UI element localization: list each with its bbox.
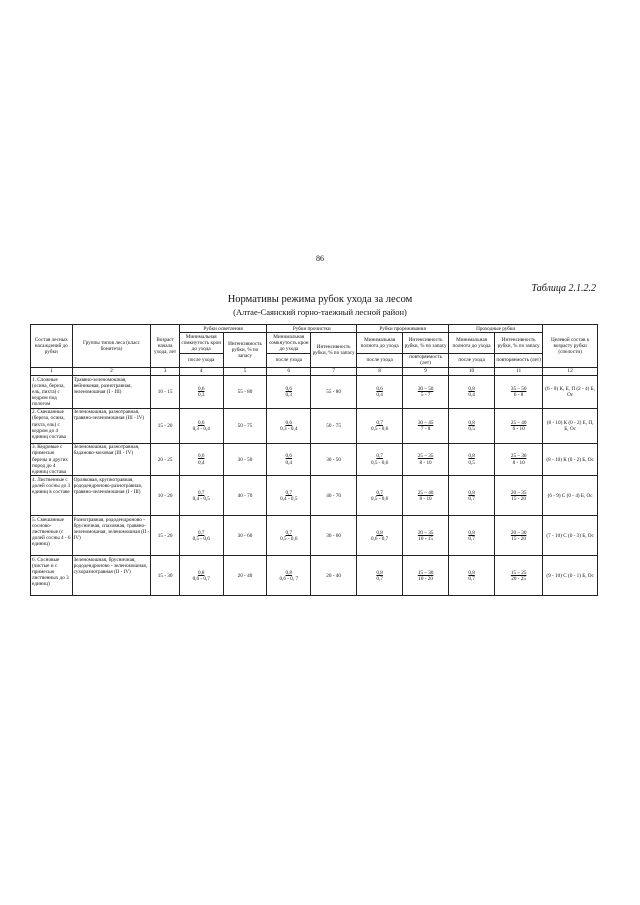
fraction-denominator: 0,4 (468, 391, 475, 398)
fraction-denominator: 10 - 20 (418, 575, 433, 582)
fraction-denominator: 0,5 - 0,6 (370, 425, 389, 432)
fraction-value (198, 453, 204, 465)
fraction-numerator: 0,8 (468, 419, 475, 426)
cell-prohod-intensity (495, 443, 543, 476)
fraction-value (511, 570, 527, 582)
fraction-value (286, 453, 292, 465)
cell-prohod-density (449, 408, 495, 443)
cell-proch-intensity: 30 - 60 (311, 516, 357, 556)
cell-stand: 5. Смешанные сосново-лиственные (с долей сосны 4 - 6 единиц) (31, 516, 73, 556)
fraction-denominator: 10 - 15 (418, 535, 433, 542)
cell-prohod-intensity (495, 516, 543, 556)
cell-osv-closure (179, 516, 223, 556)
fraction-denominator: 0,7 (468, 535, 475, 542)
fraction-denominator: 0,3 - 0,4 (192, 425, 210, 432)
header-prohod-int: Интенсивность рубки, % по запасу (495, 333, 543, 353)
fraction-denominator: 0,6 - 0, 7 (279, 575, 299, 582)
cell-stand: 2. Смешанные (береза, осина, пихта, ель) с кедром до 4 единиц состава (31, 408, 73, 443)
fraction-value (371, 530, 388, 542)
fraction-denominator: 15 - 20 (511, 495, 526, 502)
cell-proch-closure (267, 516, 311, 556)
fraction-value (418, 530, 434, 542)
fraction-numerator: 25 – 30 (510, 453, 527, 460)
column-number: 8 (357, 367, 403, 375)
fraction-value (468, 490, 474, 502)
fraction-numerator: 30 – 50 (417, 385, 434, 392)
cell-prohod-density (449, 556, 495, 596)
fraction-denominator: 8 - 10 (419, 495, 432, 502)
fraction-denominator: 0,3 (285, 391, 293, 398)
fraction-numerator: 0,6 (376, 385, 383, 392)
fraction-denominator: 6 - 10 (512, 425, 525, 432)
cell-prohod-intensity (495, 376, 543, 409)
header-prorezh-min: Минимальная полнота до ухода (357, 333, 403, 353)
cell-prohod-density (449, 516, 495, 556)
cell-osv-intensity: 20 - 40 (223, 556, 267, 596)
header-osv-int: Интенсивность рубки, % по запасу (223, 333, 267, 368)
cell-osv-intensity: 40 - 70 (223, 476, 267, 516)
fraction-denominator: 0,5 - 0,6 (370, 459, 389, 466)
fraction-numerator: 0,6 (285, 419, 293, 426)
cell-prohod-density (449, 376, 495, 409)
fraction-value (371, 420, 388, 432)
fraction-denominator: 5 - 7 (420, 391, 431, 398)
cell-proch-intensity: 20 - 40 (311, 556, 357, 596)
fraction-numerator: 0,8 (376, 569, 383, 576)
cell-age: 20 - 25 (151, 443, 179, 476)
fraction-denominator: 0,7 (468, 495, 475, 502)
header-prohod-min: Минимальная полнота до ухода (449, 333, 495, 353)
cell-stand: 1. Сложные (осина, береза, ель, пихта) с кедром под пологом (31, 376, 73, 409)
fraction-value (193, 490, 210, 502)
cell-osv-intensity: 55 - 80 (223, 376, 267, 409)
fraction-value (376, 386, 382, 398)
fraction-numerator: 25 – 40 (417, 489, 434, 496)
fraction-value (198, 386, 204, 398)
header-stand: Состав лесных насаждений до рубки (31, 325, 73, 368)
header-proch-int: Интенсивность рубки, % по запасу (311, 333, 357, 368)
cell-prorezh-density (357, 476, 403, 516)
fraction-value (280, 490, 297, 502)
fraction-denominator: 8 - 10 (419, 459, 432, 466)
fraction-value (511, 453, 527, 465)
fraction-numerator: 0,7 (376, 453, 383, 460)
fraction-value (279, 570, 298, 582)
fraction-numerator: 0,8 (376, 529, 383, 536)
cell-age: 15 - 20 (151, 516, 179, 556)
fraction-numerator: 0,6 (285, 453, 293, 460)
column-number: 6 (267, 367, 311, 375)
fraction-value (280, 530, 297, 542)
column-number: 1 (31, 367, 73, 375)
header-proch-min: Минимальная сомкнутость крон до ухода (267, 333, 311, 353)
fraction-numerator: 30 – 45 (417, 419, 434, 426)
fraction-value (286, 386, 292, 398)
cell-osv-closure (179, 476, 223, 516)
fraction-value (511, 386, 527, 398)
cell-proch-closure (267, 443, 311, 476)
header-group-osv: Рубки осветления (179, 325, 267, 333)
page-number: 86 (316, 254, 324, 263)
fraction-numerator: 0,8 (197, 569, 205, 576)
column-number: 12 (543, 367, 598, 375)
cell-prohod-intensity (495, 556, 543, 596)
fraction-numerator: 0,8 (468, 385, 475, 392)
cell-osv-closure (179, 376, 223, 409)
fraction-denominator: 8 - 10 (512, 459, 525, 466)
fraction-numerator: 0,8 (285, 569, 292, 576)
table-row (31, 408, 598, 443)
fraction-denominator: 0,6 - 0,7 (370, 535, 389, 542)
cell-target: (9 - 10) С (0 - 1) Б, Ос (543, 556, 598, 596)
fraction-value (193, 420, 210, 432)
column-number: 10 (449, 367, 495, 375)
cell-prorezh-intensity (403, 516, 449, 556)
fraction-value (371, 490, 388, 502)
column-number: 4 (179, 367, 223, 375)
fraction-value (193, 530, 210, 542)
fraction-denominator: 15 - 20 (511, 535, 526, 542)
page-title: Нормативы режима рубок ухода за лесом (227, 294, 413, 305)
fraction-denominator: 0,5 - 0,6 (370, 495, 389, 502)
fraction-numerator: 0,7 (376, 419, 383, 426)
table-label: Таблица 2.1.2.2 (531, 283, 596, 294)
header-prorezh-int: Интенсивность рубки, % по запасу (403, 333, 449, 353)
fraction-value (280, 420, 297, 432)
cell-prorezh-density (357, 408, 403, 443)
fraction-value (468, 453, 474, 465)
fraction-numerator: 35 – 50 (510, 385, 527, 392)
fraction-numerator: 20 – 30 (510, 529, 527, 536)
header-prohod-rep: повторяемость (лет) (495, 353, 543, 367)
norms-table (30, 324, 598, 596)
fraction-numerator: 0,7 (197, 529, 205, 536)
fraction-numerator: 0,6 (197, 385, 205, 392)
fraction-denominator: 0,4 (376, 391, 383, 398)
header-osv-after: после ухода (179, 353, 223, 367)
fraction-value (418, 386, 434, 398)
cell-stand: 6. Сосновые (чистые и с примесью лиственных до 3 единиц) (31, 556, 73, 596)
fraction-value (511, 530, 527, 542)
fraction-numerator: 0,8 (468, 453, 475, 460)
fraction-denominator: 0,7 (376, 575, 383, 582)
column-number: 2 (72, 367, 151, 375)
cell-groups: Орляковая, крупнотравная, рододендроново-разнотравная, травяно-зеленомошная (I - III) (72, 476, 151, 516)
fraction-denominator: 0,6 - 0,7 (192, 575, 210, 582)
header-target: Целевой состав к возрасту рубки (спелости) (543, 325, 598, 368)
table-row (31, 443, 598, 476)
header-row-1 (31, 325, 598, 333)
cell-prorezh-intensity (403, 408, 449, 443)
fraction-denominator: 0,7 (468, 575, 475, 582)
cell-proch-closure (267, 476, 311, 516)
cell-prorezh-intensity (403, 556, 449, 596)
cell-proch-closure (267, 376, 311, 409)
header-groups: Группы типов леса (класс бонитета) (72, 325, 151, 368)
fraction-numerator: 15 – 30 (417, 569, 434, 576)
fraction-value (418, 453, 434, 465)
fraction-numerator: 20 – 35 (417, 529, 434, 536)
fraction-denominator: 0,3 (197, 391, 205, 398)
cell-prorezh-density (357, 443, 403, 476)
header-osv-min: Минимальная сомкнутость крон до ухода (179, 333, 223, 353)
cell-proch-intensity: 30 - 50 (311, 443, 357, 476)
column-number-row (31, 367, 598, 375)
fraction-numerator: 15 – 25 (510, 569, 527, 576)
header-group-prohod: Проходные рубки (449, 325, 543, 333)
cell-proch-intensity: 40 - 70 (311, 476, 357, 516)
cell-prorezh-density (357, 376, 403, 409)
cell-groups: Разнотравная, рододендроново - брусничная, спаховная, травяно-зеленомошная, зеленомошная (II - IV) (72, 516, 151, 556)
fraction-numerator: 25 – 35 (417, 453, 434, 460)
cell-prorezh-density (357, 516, 403, 556)
cell-osv-intensity: 30 - 60 (223, 516, 267, 556)
fraction-value (468, 420, 474, 432)
cell-prorezh-density (357, 556, 403, 596)
table-body (31, 376, 598, 596)
header-group-proch: Рубки прочистки (267, 325, 357, 333)
fraction-denominator: 6 - 8 (513, 391, 524, 398)
fraction-value (371, 453, 388, 465)
fraction-numerator: 0,6 (285, 385, 293, 392)
fraction-value (468, 570, 474, 582)
table-row (31, 376, 598, 409)
fraction-denominator: 0,5 (468, 425, 475, 432)
fraction-numerator: 0,7 (376, 489, 383, 496)
fraction-denominator: 0,5 (468, 459, 475, 466)
cell-proch-intensity: 50 - 75 (311, 408, 357, 443)
cell-prorezh-intensity (403, 376, 449, 409)
fraction-denominator: 20 - 25 (511, 575, 526, 582)
cell-prohod-density (449, 443, 495, 476)
fraction-numerator: 0,7 (285, 489, 293, 496)
cell-proch-closure (267, 408, 311, 443)
fraction-value (468, 386, 474, 398)
fraction-value (376, 570, 382, 582)
cell-proch-intensity: 55 - 80 (311, 376, 357, 409)
cell-age: 10 - 15 (151, 376, 179, 409)
cell-osv-intensity: 30 - 50 (223, 443, 267, 476)
header-proch-after: после ухода (267, 353, 311, 367)
fraction-numerator: 0,6 (197, 453, 205, 460)
cell-target: (6 - 8) К, Е, П (2 - 4) Б, Ос (543, 376, 598, 409)
cell-groups: Зеленомошная, разнотравная, травяно-зеленомошная (III - IV) (72, 408, 151, 443)
header-prorezh-rep: повторяемость (лет) (403, 353, 449, 367)
fraction-value (418, 420, 434, 432)
header-age: Возраст начала ухода, лет (151, 325, 179, 368)
cell-target: (7 - 10) С (0 - 3) Б, Ос (543, 516, 598, 556)
fraction-denominator: 0,4 - 0,5 (280, 495, 298, 502)
cell-osv-closure (179, 556, 223, 596)
cell-prorezh-intensity (403, 476, 449, 516)
fraction-numerator: 0,8 (468, 529, 475, 536)
cell-stand: 3. Кедровые с примесью березы и других пород до 4 единиц состава (31, 443, 73, 476)
fraction-value (511, 490, 527, 502)
fraction-denominator: 0,5 - 0,6 (280, 535, 298, 542)
fraction-numerator: 0,7 (285, 529, 293, 536)
column-number: 9 (403, 367, 449, 375)
cell-prohod-density (449, 476, 495, 516)
cell-groups: Зеленомошная, разнотравная, баданово-моховая (III - IV) (72, 443, 151, 476)
fraction-value (468, 530, 474, 542)
fraction-denominator: 0,4 (285, 459, 293, 466)
column-number: 3 (151, 367, 179, 375)
fraction-denominator: 0,3 - 0,4 (280, 425, 298, 432)
header-prohod-after: после ухода (449, 353, 495, 367)
cell-prohod-intensity (495, 408, 543, 443)
column-number: 11 (495, 367, 543, 375)
column-number: 7 (311, 367, 357, 375)
cell-target: (8 - 10) К (0 - 2) Б, Ос (543, 443, 598, 476)
table-row (31, 476, 598, 516)
cell-groups: Зеленомошная, брусничная, рододендроново - зеленомошная, сухоразнотравная (II - IV) (72, 556, 151, 596)
cell-osv-closure (179, 408, 223, 443)
cell-stand: 4. Лиственные с долей сосны до 3 единиц в составе (31, 476, 73, 516)
fraction-numerator: 0,8 (468, 569, 475, 576)
table-row (31, 556, 598, 596)
fraction-value (193, 570, 210, 582)
fraction-numerator: 25 – 40 (510, 419, 527, 426)
cell-groups: Травяно-зеленомошная, вейниковая, разнотравная, зеленомошная (I - III) (72, 376, 151, 409)
fraction-denominator: 7 - 8 (420, 425, 431, 432)
fraction-denominator: 0,5 - 0,6 (192, 535, 210, 542)
cell-prorezh-intensity (403, 443, 449, 476)
fraction-numerator: 0,6 (197, 419, 205, 426)
cell-osv-intensity: 50 - 75 (223, 408, 267, 443)
fraction-value (418, 490, 434, 502)
page-subtitle: (Алтае-Саянский горно-таежный лесной район) (233, 307, 407, 317)
fraction-value (511, 420, 527, 432)
fraction-denominator: 0,4 (197, 459, 205, 466)
cell-age: 15 - 20 (151, 408, 179, 443)
cell-age: 15 - 30 (151, 556, 179, 596)
cell-target: (6 - 9) С (0 - 4) Б, Ос (543, 476, 598, 516)
fraction-value (418, 570, 434, 582)
cell-proch-closure (267, 556, 311, 596)
column-number: 5 (223, 367, 267, 375)
cell-prohod-intensity (495, 476, 543, 516)
fraction-denominator: 0,4 - 0,5 (192, 495, 210, 502)
cell-osv-closure (179, 443, 223, 476)
fraction-numerator: 20 – 35 (510, 489, 527, 496)
cell-target: (8 - 10) К (0 - 2) Е, П, Б, Ос (543, 408, 598, 443)
header-prorezh-after: после ухода (357, 353, 403, 367)
fraction-numerator: 0,7 (197, 489, 205, 496)
cell-age: 10 - 20 (151, 476, 179, 516)
table-row (31, 516, 598, 556)
fraction-numerator: 0,8 (468, 489, 475, 496)
header-group-prorezh: Рубки прореживания (357, 325, 449, 333)
